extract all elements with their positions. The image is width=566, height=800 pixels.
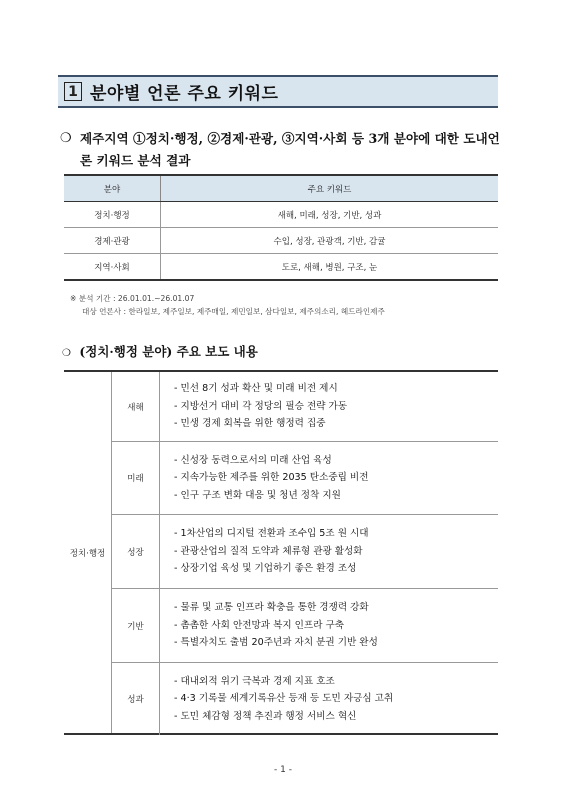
header-keywords: 주요 키워드 xyxy=(161,175,499,202)
detail-keyword: 미래 xyxy=(112,442,160,514)
section-header xyxy=(58,75,498,108)
list-item: - 1차산업의 디지털 전환과 조수입 5조 원 시대 xyxy=(174,525,369,543)
list-item: - 관광산업의 질적 도약과 체류형 관광 활성화 xyxy=(174,543,369,561)
table-row xyxy=(112,589,498,663)
header-field: 분야 xyxy=(64,175,161,202)
analysis-period: ※ 분석 기간 : 26.01.01.~26.01.07 xyxy=(70,294,195,303)
row-keywords: 새해, 미래, 성장, 기반, 성과 xyxy=(161,202,499,228)
list-item: - 지방선거 대비 각 정당의 필승 전략 가동 xyxy=(174,398,347,416)
target-media: 대상 언론사 : 한라일보, 제주일보, 제주매일, 제민일보, 삼다일보, 제주의소리, 헤드라인제주 xyxy=(82,307,385,316)
list-item: - 물류 및 교통 인프라 확충을 통한 경쟁력 강화 xyxy=(174,599,378,617)
section-number: 1 xyxy=(64,82,82,101)
subheading xyxy=(62,342,258,360)
list-item: - 신성장 동력으로서의 미래 산업 육성 xyxy=(174,452,368,470)
row-field: 지역·사회 xyxy=(64,254,161,281)
analysis-note xyxy=(70,292,385,318)
detail-keyword: 기반 xyxy=(112,589,160,662)
row-field: 경제·관광 xyxy=(64,228,161,254)
page-number: - 1 - xyxy=(274,765,292,775)
list-item: - 지속가능한 제주를 위한 2035 탄소중립 비전 xyxy=(174,469,368,487)
table-row xyxy=(64,254,498,281)
detail-keyword: 새해 xyxy=(112,372,160,441)
list-item: - 4·3 기록물 세계기록유산 등재 등 도민 자긍심 고취 xyxy=(174,690,393,708)
list-item: - 민선 8기 성과 확산 및 미래 비전 제시 xyxy=(174,380,347,398)
list-item: - 상장기업 육성 및 기업하기 좋은 환경 조성 xyxy=(174,560,369,578)
section-title: 분야별 언론 주요 키워드 xyxy=(90,84,279,104)
row-keywords: 수입, 성장, 관광객, 기반, 감귤 xyxy=(161,228,499,254)
table-row xyxy=(64,202,498,228)
list-item: - 대내외적 위기 극복과 경제 지표 호조 xyxy=(174,673,393,691)
table-row xyxy=(64,228,498,254)
detail-table xyxy=(64,370,498,735)
detail-field: 정치·행정 xyxy=(64,372,112,733)
keyword-table-header xyxy=(64,175,498,202)
table-row xyxy=(112,372,498,442)
list-item: - 인구 구조 변화 대응 및 청년 정착 지원 xyxy=(174,487,368,505)
list-item: - 도민 체감형 정책 추진과 행정 서비스 혁신 xyxy=(174,708,393,726)
list-item: - 민생 경제 회복을 위한 행정력 집중 xyxy=(174,415,347,433)
table-row xyxy=(112,515,498,589)
subheading-text: (정치·행정 분야) 주요 보도 내용 xyxy=(79,344,258,359)
list-item: - 특별자치도 출범 20주년과 자치 분권 기반 완성 xyxy=(174,634,378,652)
intro-text: 제주지역 ①정치·행정, ②경제·관광, ③지역·사회 등 3개 분야에 대한 도내언론 키워드 분석 결과 xyxy=(80,131,500,168)
circle-bullet-icon: ❍ xyxy=(62,348,71,359)
list-item: - 촘촘한 사회 안전망과 복지 인프라 구축 xyxy=(174,617,378,635)
row-field: 정치·행정 xyxy=(64,202,161,228)
intro-paragraph xyxy=(60,128,510,172)
keyword-table xyxy=(64,174,498,281)
row-keywords: 도로, 새해, 병원, 구조, 눈 xyxy=(161,254,499,281)
table-row xyxy=(112,442,498,515)
table-row xyxy=(112,663,498,735)
detail-keyword: 성장 xyxy=(112,515,160,588)
detail-keyword: 성과 xyxy=(112,663,160,735)
circle-bullet-icon: ❍ xyxy=(60,131,72,146)
